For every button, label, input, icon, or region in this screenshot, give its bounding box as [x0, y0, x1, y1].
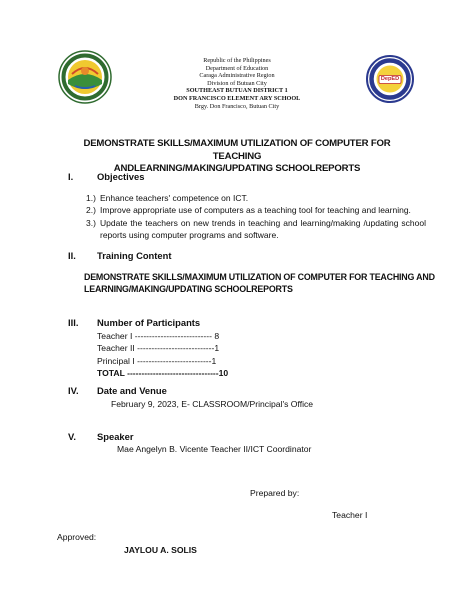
section-3-number: III. [68, 317, 79, 328]
objective-number: 1.) [86, 193, 96, 203]
objective-item [86, 204, 426, 216]
speaker-text: Mae Angelyn B. Vicente Teacher II/ICT Coordinator [117, 444, 312, 454]
deped-logo-text: DepED [380, 76, 400, 82]
training-content-line-1: DEMONSTRATE SKILLS/MAXIMUM UTILIZATION OF COMPUTER FOR TEACHING AND [84, 272, 435, 282]
participant-row: Teacher I --------------------------- 8 [97, 331, 220, 341]
objective-text: Improve appropriate use of computers as a teaching tool for teaching and learning. [100, 205, 411, 216]
section-3-title: Number of Participants [97, 317, 201, 328]
training-content [84, 271, 444, 296]
participants-list [97, 330, 228, 380]
document-title-line-1: DEMONSTRATE SKILLS/MAXIMUM UTILIZATION OF COMPUTER FOR TEACHING [83, 138, 391, 162]
letterhead-line-6: DON FRANCISCO ELEMENT ARY SCHOOL [173, 94, 301, 102]
approved-label: Approved: [57, 532, 97, 542]
document-title-line-2: ANDLEARNING/MAKING/UPDATING SCHOOLREPORTS [113, 163, 361, 174]
participant-total: TOTAL --------------------------------10 [97, 368, 229, 379]
letterhead-line-2: Department of Education [205, 64, 269, 72]
participant-row: Principal I --------------------------1 [97, 355, 217, 366]
objectives-list [86, 192, 426, 242]
section-1-number: I. [68, 171, 74, 182]
objective-item [86, 217, 426, 242]
section-1-title: Objectives [97, 171, 145, 182]
objective-text: Enhance teachers' competence on ICT. [100, 193, 249, 203]
letterhead-line-7: Brgy. Don Francisco, Butuan City [194, 102, 280, 110]
section-2-title: Training Content [97, 250, 172, 261]
objective-item [86, 192, 426, 204]
letterhead-line-5: SOUTHEAST BUTUAN DISTRICT 1 [186, 87, 288, 95]
section-2-number: II. [68, 250, 76, 261]
objective-number: 3.) [86, 217, 96, 228]
letterhead [0, 57, 474, 110]
section-4-title: Date and Venue [97, 385, 167, 396]
objective-text: Update the teachers on new trends in teaching and learning/making /updating school reports using computer programs and software. [100, 217, 426, 241]
document-title [60, 138, 414, 176]
training-content-line-2: LEARNING/MAKING/UPDATING SCHOOLREPORTS [84, 284, 293, 295]
section-5-number: V. [68, 431, 76, 442]
date-venue-text: February 9, 2023, E- CLASSROOM/Principal's Office [111, 399, 314, 409]
objective-number: 2.) [86, 205, 96, 216]
approver-name: JAYLOU A. SOLIS [124, 545, 197, 555]
participant-row: Teacher II ---------------------------1 [97, 343, 220, 354]
letterhead-line-3: Caraga Administrative Region [199, 72, 275, 80]
section-5-title: Speaker [97, 431, 134, 442]
prepared-by-label: Prepared by: [250, 488, 300, 498]
letterhead-line-4: Division of Butuan City [207, 79, 267, 87]
preparer-title: Teacher I [332, 510, 368, 520]
section-4-number: IV. [68, 385, 79, 396]
letterhead-line-1: Republic of the Philippines [203, 57, 271, 64]
